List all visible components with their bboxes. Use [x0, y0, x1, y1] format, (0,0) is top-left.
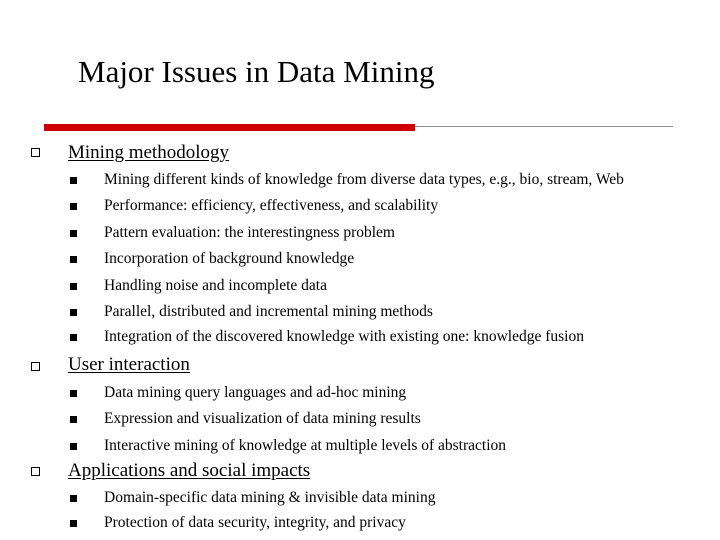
list-item: Data mining query languages and ad-hoc mining	[104, 384, 407, 401]
list-item: Mining different kinds of knowledge from diverse data types, e.g., bio, stream, Web	[104, 171, 624, 188]
title-accent-rule	[44, 124, 415, 131]
filled-square-bullet-icon	[70, 177, 77, 184]
filled-square-bullet-icon	[70, 416, 77, 423]
list-item: Expression and visualization of data mining results	[104, 410, 421, 427]
list-item: Integration of the discovered knowledge with existing one: knowledge fusion	[104, 328, 584, 345]
filled-square-bullet-icon	[70, 203, 77, 210]
filled-square-bullet-icon	[70, 520, 77, 527]
hollow-square-bullet-icon	[31, 148, 40, 157]
filled-square-bullet-icon	[70, 443, 77, 450]
section-heading-applications-social-impacts: Applications and social impacts	[68, 460, 311, 481]
filled-square-bullet-icon	[70, 283, 77, 290]
list-item: Domain-specific data mining & invisible data mining	[104, 489, 436, 506]
filled-square-bullet-icon	[70, 334, 77, 341]
list-item: Parallel, distributed and incremental mining methods	[104, 303, 433, 320]
section-heading-user-interaction: User interaction	[68, 354, 190, 375]
section-heading-mining-methodology: Mining methodology	[68, 142, 229, 163]
filled-square-bullet-icon	[70, 390, 77, 397]
filled-square-bullet-icon	[70, 309, 77, 316]
filled-square-bullet-icon	[70, 230, 77, 237]
list-item: Protection of data security, integrity, and privacy	[104, 514, 406, 531]
filled-square-bullet-icon	[70, 495, 77, 502]
title-thin-rule	[415, 126, 673, 127]
filled-square-bullet-icon	[70, 256, 77, 263]
list-item: Performance: efficiency, effectiveness, and scalability	[104, 197, 439, 214]
list-item: Handling noise and incomplete data	[104, 277, 327, 294]
list-item: Interactive mining of knowledge at multiple levels of abstraction	[104, 437, 507, 454]
hollow-square-bullet-icon	[31, 467, 40, 476]
list-item: Pattern evaluation: the interestingness problem	[104, 224, 395, 241]
list-item: Incorporation of background knowledge	[104, 250, 355, 267]
slide-title: Major Issues in Data Mining	[78, 54, 435, 89]
hollow-square-bullet-icon	[31, 362, 40, 371]
